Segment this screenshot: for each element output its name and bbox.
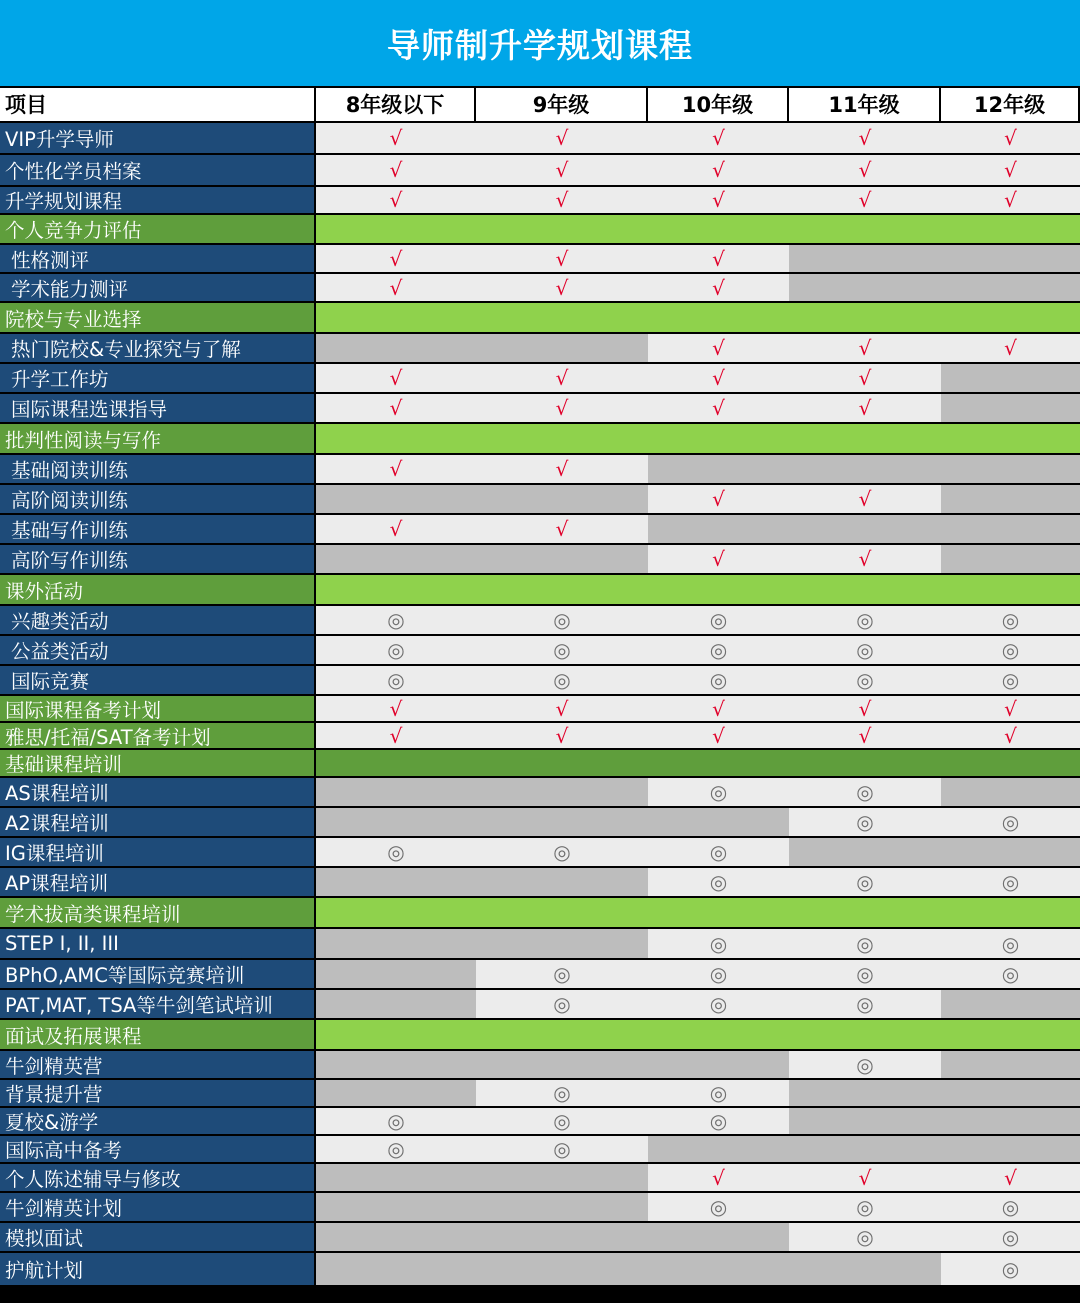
page-title: 导师制升学规划课程 <box>0 0 1080 86</box>
circle-mark: ◎ <box>709 840 728 864</box>
circle-mark: ◎ <box>553 668 571 692</box>
circle-mark: ◎ <box>553 840 571 864</box>
header-grade: 9年级 <box>476 88 646 121</box>
row-label: 高阶写作训练 <box>0 545 314 573</box>
row-label: 夏校&游学 <box>0 1108 314 1134</box>
circle-mark: ◎ <box>856 931 874 956</box>
row-label: 雅思/托福/SAT备考计划 <box>0 723 314 748</box>
circle-mark: ◎ <box>387 608 405 632</box>
row-label: 国际高中备考 <box>0 1136 314 1162</box>
unavailable-cell <box>316 1193 476 1221</box>
circle-mark: ◎ <box>553 1081 571 1105</box>
header-grade: 11年级 <box>789 88 939 121</box>
circle-mark: ◎ <box>709 1109 728 1133</box>
circle-mark: ◎ <box>553 638 571 662</box>
unavailable-cell <box>941 485 1080 513</box>
circle-mark: ◎ <box>856 780 874 804</box>
section-label: 个人竞争力评估 <box>0 215 314 243</box>
check-mark: √ <box>555 158 569 182</box>
circle-mark: ◎ <box>1001 1257 1020 1281</box>
circle-mark: ◎ <box>709 608 728 632</box>
circle-mark: ◎ <box>1001 608 1020 632</box>
check-mark: √ <box>858 126 872 150</box>
row-label: 高阶阅读训练 <box>0 485 314 513</box>
unavailable-cell <box>941 245 1080 272</box>
circle-mark: ◎ <box>553 1137 571 1161</box>
row-label: 牛剑精英营 <box>0 1051 314 1078</box>
check-mark: √ <box>389 366 403 390</box>
unavailable-cell <box>316 545 476 573</box>
check-mark: √ <box>1004 126 1017 150</box>
check-mark: √ <box>555 246 569 271</box>
circle-mark: ◎ <box>553 962 571 986</box>
circle-mark: ◎ <box>856 608 874 632</box>
check-mark: √ <box>389 696 403 721</box>
unavailable-cell <box>476 808 648 836</box>
row-label: 国际课程备考计划 <box>0 696 314 721</box>
check-mark: √ <box>712 246 725 271</box>
circle-mark: ◎ <box>856 668 874 692</box>
circle-mark: ◎ <box>387 668 405 692</box>
check-mark: √ <box>555 188 569 212</box>
section-label: 学术拔高类课程培训 <box>0 898 314 927</box>
check-mark: √ <box>712 696 725 721</box>
circle-mark: ◎ <box>709 1081 728 1105</box>
check-mark: √ <box>389 457 403 481</box>
check-mark: √ <box>555 275 569 300</box>
unavailable-cell <box>476 1164 648 1191</box>
row-label: 学术能力测评 <box>0 274 314 301</box>
check-mark: √ <box>1004 723 1017 748</box>
check-mark: √ <box>389 158 403 182</box>
unavailable-cell <box>476 778 648 806</box>
unavailable-cell <box>316 778 476 806</box>
unavailable-cell <box>316 334 476 362</box>
unavailable-cell <box>941 1136 1080 1162</box>
unavailable-cell <box>941 274 1080 301</box>
row-label: 护航计划 <box>0 1253 314 1285</box>
circle-mark: ◎ <box>553 608 571 632</box>
row-label: 升学工作坊 <box>0 364 314 392</box>
check-mark: √ <box>1004 336 1017 360</box>
unavailable-cell <box>316 808 476 836</box>
unavailable-cell <box>941 364 1080 392</box>
row-label: 性格测评 <box>0 245 314 272</box>
unavailable-cell <box>476 1223 648 1251</box>
circle-mark: ◎ <box>1001 870 1020 894</box>
check-mark: √ <box>858 336 872 360</box>
circle-mark: ◎ <box>1001 1225 1020 1249</box>
check-mark: √ <box>389 275 403 300</box>
check-mark: √ <box>712 188 725 212</box>
row-label: 国际课程选课指导 <box>0 394 314 422</box>
unavailable-cell <box>476 1193 648 1221</box>
unavailable-cell <box>316 1164 476 1191</box>
check-mark: √ <box>858 158 872 182</box>
unavailable-cell <box>941 778 1080 806</box>
unavailable-cell <box>476 485 648 513</box>
check-mark: √ <box>712 723 725 748</box>
check-mark: √ <box>858 396 872 420</box>
circle-mark: ◎ <box>856 1052 874 1077</box>
check-mark: √ <box>712 547 725 571</box>
unavailable-cell <box>789 1136 941 1162</box>
row-label: PAT,MAT, TSA等牛剑笔试培训 <box>0 990 314 1018</box>
check-mark: √ <box>858 366 872 390</box>
circle-mark: ◎ <box>1001 1195 1020 1219</box>
row-label: A2课程培训 <box>0 808 314 836</box>
unavailable-cell <box>941 1051 1080 1078</box>
check-mark: √ <box>1004 1165 1017 1190</box>
row-label: AP课程培训 <box>0 868 314 896</box>
circle-mark: ◎ <box>709 1195 728 1219</box>
unavailable-cell <box>941 545 1080 573</box>
circle-mark: ◎ <box>856 810 874 834</box>
row-label: 牛剑精英计划 <box>0 1193 314 1221</box>
check-mark: √ <box>858 723 872 748</box>
check-mark: √ <box>389 723 403 748</box>
check-mark: √ <box>712 275 725 300</box>
check-mark: √ <box>1004 188 1017 212</box>
circle-mark: ◎ <box>553 1109 571 1133</box>
check-mark: √ <box>555 457 569 481</box>
header-grade: 10年级 <box>648 88 787 121</box>
unavailable-cell <box>648 1223 789 1251</box>
circle-mark: ◎ <box>387 1137 405 1161</box>
circle-mark: ◎ <box>1001 810 1020 834</box>
unavailable-cell <box>476 545 648 573</box>
unavailable-cell <box>789 515 941 543</box>
check-mark: √ <box>389 246 403 271</box>
check-mark: √ <box>712 487 725 511</box>
circle-mark: ◎ <box>709 668 728 692</box>
unavailable-cell <box>789 274 941 301</box>
unavailable-cell <box>316 1051 476 1078</box>
unavailable-cell <box>789 1108 941 1134</box>
section-fill <box>316 215 1080 243</box>
unavailable-cell <box>476 334 648 362</box>
unavailable-cell <box>476 929 648 958</box>
unavailable-cell <box>648 1253 789 1285</box>
check-mark: √ <box>555 696 569 721</box>
row-label: BPhO,AMC等国际竞赛培训 <box>0 960 314 988</box>
unavailable-cell <box>316 1080 476 1106</box>
circle-mark: ◎ <box>709 962 728 986</box>
unavailable-cell <box>476 1253 648 1285</box>
circle-mark: ◎ <box>856 962 874 986</box>
check-mark: √ <box>858 487 872 511</box>
section-fill <box>316 575 1080 604</box>
circle-mark: ◎ <box>709 870 728 894</box>
check-mark: √ <box>712 158 725 182</box>
row-label: 基础阅读训练 <box>0 455 314 483</box>
circle-mark: ◎ <box>387 1109 405 1133</box>
circle-mark: ◎ <box>856 992 874 1016</box>
unavailable-cell <box>941 455 1080 483</box>
unavailable-cell <box>648 455 789 483</box>
circle-mark: ◎ <box>709 638 728 662</box>
section-fill <box>316 424 1080 453</box>
section-fill <box>316 1020 1080 1049</box>
check-mark: √ <box>389 126 403 150</box>
check-mark: √ <box>858 188 872 212</box>
unavailable-cell <box>648 1051 789 1078</box>
header-item: 项目 <box>0 88 314 121</box>
row-label: 升学规划课程 <box>0 187 314 213</box>
check-mark: √ <box>555 366 569 390</box>
circle-mark: ◎ <box>856 870 874 894</box>
check-mark: √ <box>712 336 725 360</box>
unavailable-cell <box>789 245 941 272</box>
check-mark: √ <box>1004 158 1017 182</box>
unavailable-cell <box>648 515 789 543</box>
circle-mark: ◎ <box>1001 638 1020 662</box>
check-mark: √ <box>712 366 725 390</box>
unavailable-cell <box>316 929 476 958</box>
check-mark: √ <box>555 517 569 541</box>
row-label: STEP I, II, III <box>0 929 314 958</box>
unavailable-cell <box>316 1223 476 1251</box>
check-mark: √ <box>389 396 403 420</box>
row-label: 热门院校&专业探究与了解 <box>0 334 314 362</box>
unavailable-cell <box>316 990 476 1018</box>
unavailable-cell <box>476 1051 648 1078</box>
check-mark: √ <box>858 1165 872 1190</box>
check-mark: √ <box>555 723 569 748</box>
header-grade: 12年级 <box>941 88 1078 121</box>
unavailable-cell <box>789 1080 941 1106</box>
row-label: 国际竞赛 <box>0 666 314 694</box>
row-label: AS课程培训 <box>0 778 314 806</box>
circle-mark: ◎ <box>856 1195 874 1219</box>
row-label: IG课程培训 <box>0 838 314 866</box>
check-mark: √ <box>389 188 403 212</box>
section-label: 面试及拓展课程 <box>0 1020 314 1049</box>
unavailable-cell <box>941 515 1080 543</box>
circle-mark: ◎ <box>387 638 405 662</box>
circle-mark: ◎ <box>387 840 405 864</box>
unavailable-cell <box>941 990 1080 1018</box>
unavailable-cell <box>316 1253 476 1285</box>
circle-mark: ◎ <box>553 992 571 1016</box>
section-label: 批判性阅读与写作 <box>0 424 314 453</box>
unavailable-cell <box>648 808 789 836</box>
unavailable-cell <box>941 838 1080 866</box>
unavailable-cell <box>789 455 941 483</box>
circle-mark: ◎ <box>709 931 728 956</box>
header-grade: 8年级以下 <box>316 88 474 121</box>
check-mark: √ <box>858 696 872 721</box>
course-table <box>0 86 1080 1303</box>
row-label: 兴趣类活动 <box>0 606 314 634</box>
section-label: 课外活动 <box>0 575 314 604</box>
unavailable-cell <box>941 1108 1080 1134</box>
unavailable-cell <box>789 838 941 866</box>
section-fill <box>316 898 1080 927</box>
check-mark: √ <box>1004 696 1017 721</box>
circle-mark: ◎ <box>1001 962 1020 986</box>
unavailable-cell <box>789 1253 941 1285</box>
row-label: 基础写作训练 <box>0 515 314 543</box>
row-label: 个性化学员档案 <box>0 155 314 185</box>
section-label: 院校与专业选择 <box>0 303 314 332</box>
circle-mark: ◎ <box>856 1225 874 1249</box>
section-fill <box>316 750 1080 776</box>
row-label: 背景提升营 <box>0 1080 314 1106</box>
circle-mark: ◎ <box>709 780 728 804</box>
check-mark: √ <box>712 1165 725 1190</box>
unavailable-cell <box>941 394 1080 422</box>
circle-mark: ◎ <box>856 638 874 662</box>
unavailable-cell <box>941 1080 1080 1106</box>
circle-mark: ◎ <box>709 992 728 1016</box>
check-mark: √ <box>858 547 872 571</box>
row-label: 个人陈述辅导与修改 <box>0 1164 314 1191</box>
row-label: VIP升学导师 <box>0 123 314 153</box>
circle-mark: ◎ <box>1001 668 1020 692</box>
check-mark: √ <box>389 517 403 541</box>
section-fill <box>316 303 1080 332</box>
check-mark: √ <box>712 126 725 150</box>
check-mark: √ <box>555 396 569 420</box>
row-label: 公益类活动 <box>0 636 314 664</box>
row-label: 模拟面试 <box>0 1223 314 1251</box>
check-mark: √ <box>712 396 725 420</box>
unavailable-cell <box>316 868 476 896</box>
check-mark: √ <box>555 126 569 150</box>
unavailable-cell <box>648 1136 789 1162</box>
section-label: 基础课程培训 <box>0 750 314 776</box>
unavailable-cell <box>316 485 476 513</box>
unavailable-cell <box>316 960 476 988</box>
circle-mark: ◎ <box>1001 931 1020 956</box>
unavailable-cell <box>476 868 648 896</box>
